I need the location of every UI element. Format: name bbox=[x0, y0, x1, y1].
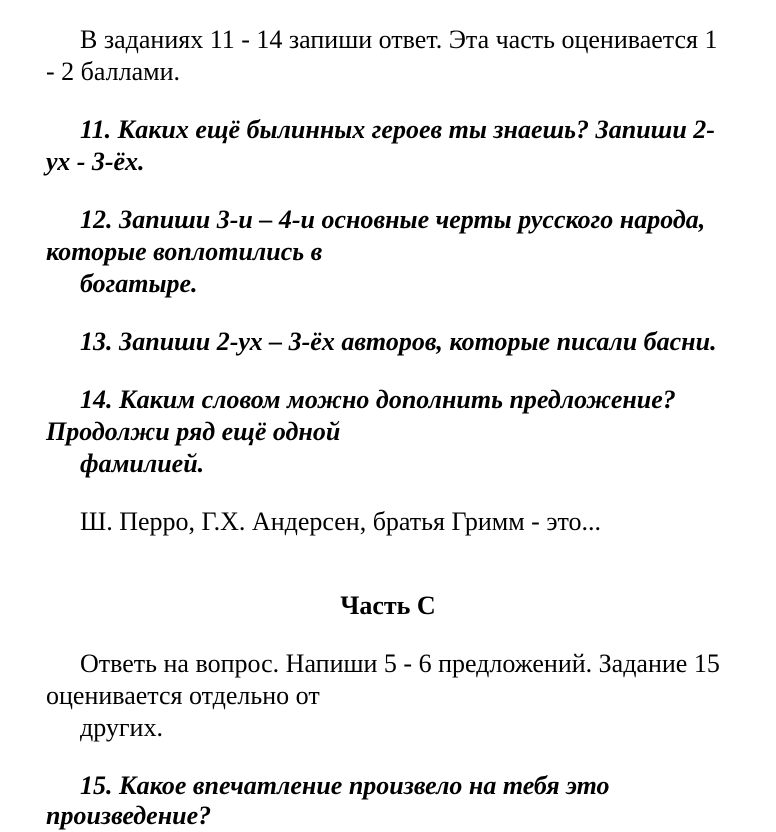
part-c-instruction-line-2: оценивается отдельно от bbox=[46, 681, 320, 710]
example-line: Ш. Перро, Г.Х. Андерсен, братья Гримм - это... bbox=[80, 507, 602, 536]
question-15-line-1: 15. Какое впечатление произвело на тебя это bbox=[80, 771, 610, 800]
question-12-line-3: богатыре. bbox=[80, 269, 198, 298]
intro-line-1: В заданиях 11 - 14 запиши ответ. Эта часть оценивается 1 bbox=[80, 25, 718, 54]
part-c-heading: Часть С bbox=[340, 591, 436, 620]
question-12-line-2: которые воплотились в bbox=[46, 237, 323, 266]
part-c-instruction-line-3: других. bbox=[80, 713, 163, 742]
part-c-instruction-line-1: Ответь на вопрос. Напиши 5 - 6 предложений. Задание 15 bbox=[80, 649, 720, 678]
question-14-line-1: 14. Каким словом можно дополнить предложение? bbox=[80, 385, 676, 414]
question-12-line-1: 12. Запиши 3-и – 4-и основные черты русского народа, bbox=[80, 205, 706, 234]
question-15-line-2: произведение? bbox=[46, 801, 212, 830]
question-11-line-1: 11. Каких ещё былинных героев ты знаешь? Запиши 2- bbox=[80, 115, 715, 144]
intro-line-2: - 2 баллами. bbox=[46, 57, 181, 86]
question-11-line-2: ух - 3-ёх. bbox=[46, 147, 145, 176]
question-14-line-2: Продолжи ряд ещё одной bbox=[46, 417, 341, 446]
question-13-line-1: 13. Запиши 2-ух – 3-ёх авторов, которые писали басни. bbox=[80, 327, 717, 356]
question-14-line-3: фамилией. bbox=[80, 449, 205, 478]
